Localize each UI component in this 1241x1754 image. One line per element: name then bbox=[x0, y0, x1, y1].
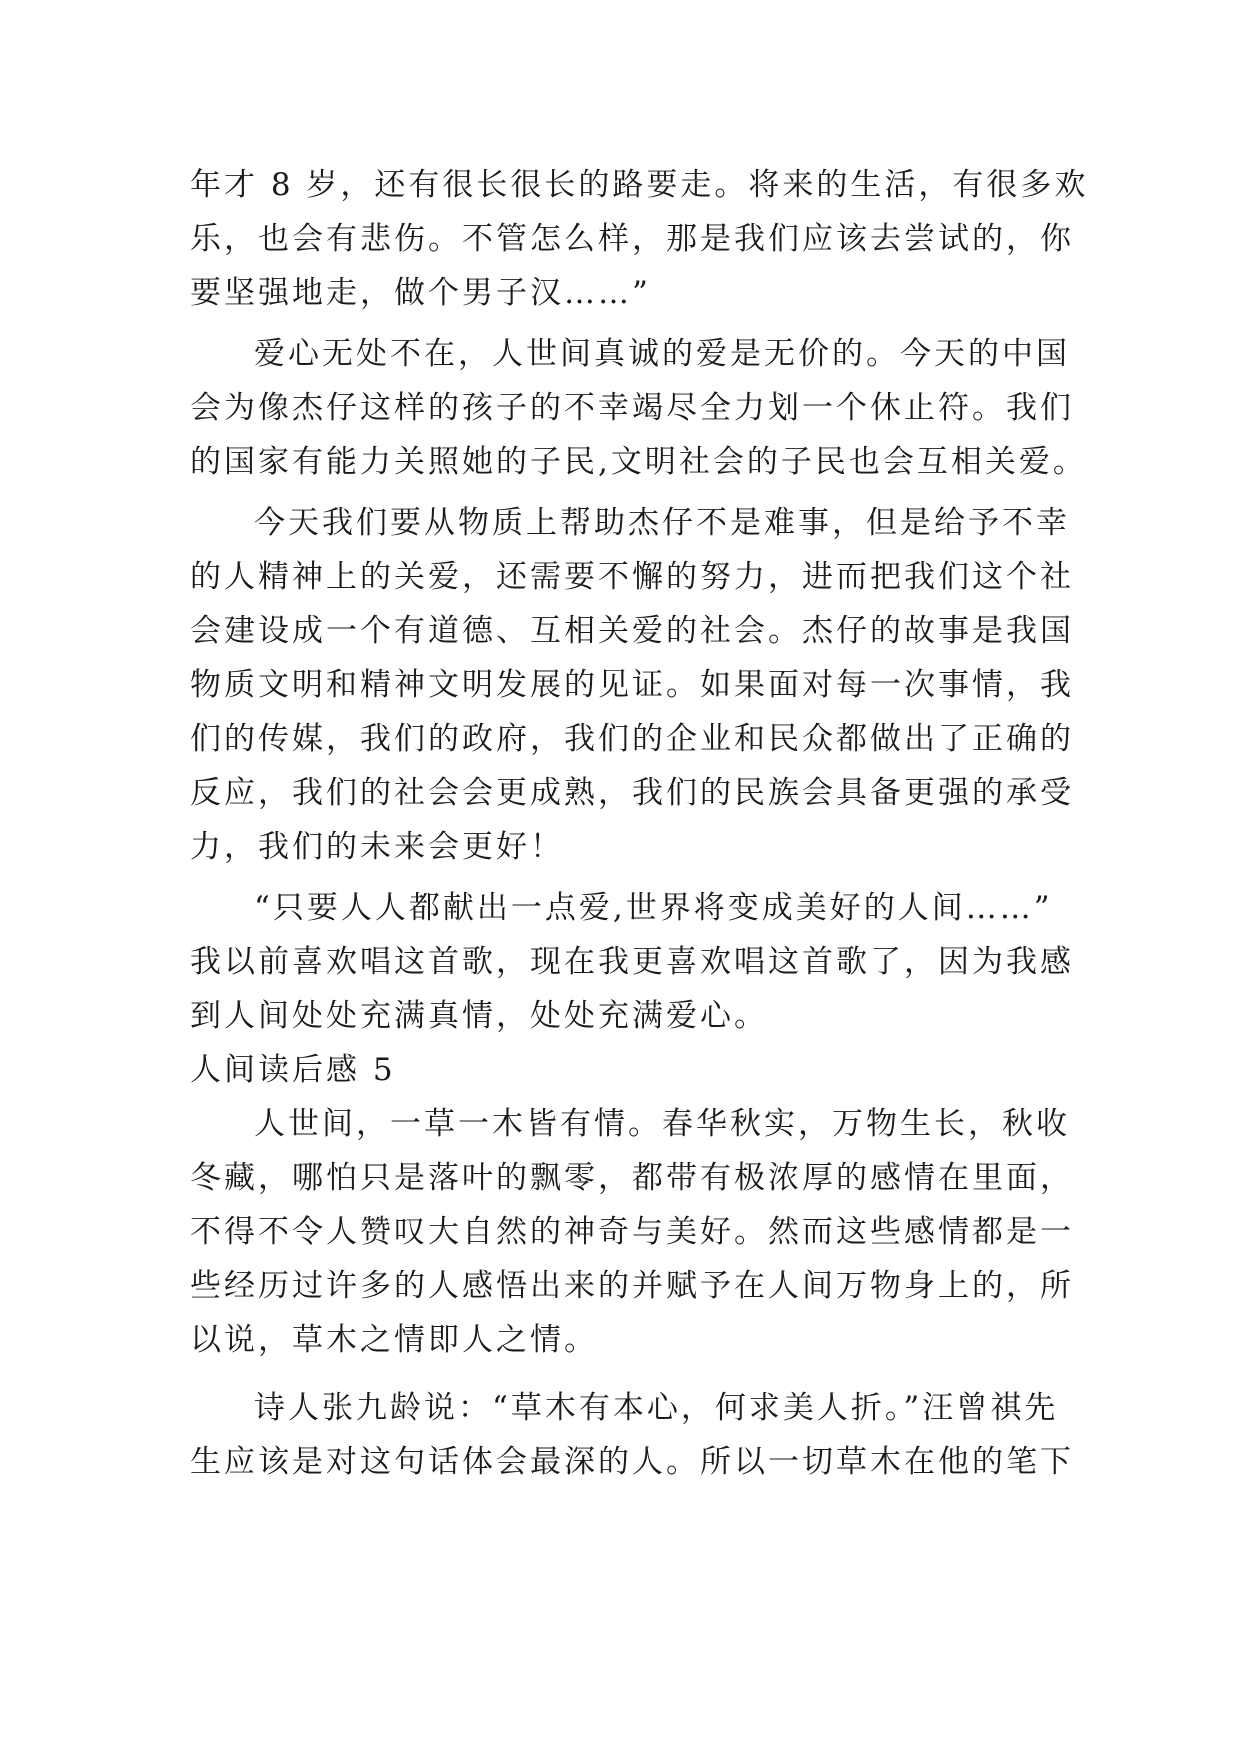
text-line: 的国家有能力关照她的子民,文明社会的子民也会互相关爱。 bbox=[190, 444, 1087, 480]
paragraph-5 bbox=[190, 1097, 1074, 1367]
text-line: 诗人张九龄说：“草木有本心，何求美人折。”汪曾祺先 bbox=[254, 1390, 1059, 1426]
text-line: 爱心无处不在，人世间真诚的爱是无价的。今天的中国 bbox=[254, 336, 1070, 372]
text-line: 我以前喜欢唱这首歌，现在我更喜欢唱这首歌了，因为我感 bbox=[190, 944, 1074, 980]
text-line: 乐，也会有悲伤。不管怎么样，那是我们应该去尝试的，你 bbox=[190, 221, 1074, 257]
text-line: 要坚强地走，做个男子汉……” bbox=[190, 275, 651, 311]
text-line: “只要人人都献出一点爱,世界将变成美好的人间……” bbox=[254, 890, 1053, 926]
text-line: 不得不令人赞叹大自然的神奇与美好。然而这些感情都是一 bbox=[190, 1214, 1074, 1250]
section-heading: 人间读后感 5 bbox=[190, 1052, 396, 1088]
text-line: 力，我们的未来会更好！ bbox=[190, 829, 564, 865]
document-body bbox=[190, 158, 1089, 1489]
text-line: 年才 8 岁，还有很长很长的路要走。将来的生活，有很多欢 bbox=[190, 167, 1089, 203]
text-line: 反应，我们的社会会更成熟，我们的民族会具备更强的承受 bbox=[190, 775, 1074, 811]
paragraph-2 bbox=[190, 327, 1087, 489]
text-line: 物质文明和精神文明发展的见证。如果面对每一次事情，我 bbox=[190, 667, 1074, 703]
paragraph-3 bbox=[190, 496, 1074, 874]
text-line: 些经历过许多的人感悟出来的并赋予在人间万物身上的，所 bbox=[190, 1268, 1074, 1304]
text-line: 们的传媒，我们的政府，我们的企业和民众都做出了正确的 bbox=[190, 721, 1074, 757]
text-line: 人世间，一草一木皆有情。春华秋实，万物生长，秋收 bbox=[254, 1106, 1070, 1142]
text-line: 冬藏，哪怕只是落叶的飘零，都带有极浓厚的感情在里面， bbox=[190, 1160, 1074, 1196]
paragraph-1 bbox=[190, 158, 1089, 320]
text-line: 生应该是对这句话体会最深的人。所以一切草木在他的笔下 bbox=[190, 1444, 1074, 1480]
text-line: 到人间处处充满真情，处处充满爱心。 bbox=[190, 998, 768, 1034]
paragraph-6 bbox=[190, 1381, 1074, 1489]
text-line: 会为像杰仔这样的孩子的不幸竭尽全力划一个休止符。我们 bbox=[190, 390, 1074, 426]
text-line: 的人精神上的关爱，还需要不懈的努力，进而把我们这个社 bbox=[190, 559, 1074, 595]
paragraph-4 bbox=[190, 881, 1074, 1043]
text-line: 今天我们要从物质上帮助杰仔不是难事，但是给予不幸 bbox=[254, 505, 1070, 541]
text-line: 会建设成一个有道德、互相关爱的社会。杰仔的故事是我国 bbox=[190, 613, 1074, 649]
text-line: 以说，草木之情即人之情。 bbox=[190, 1322, 598, 1358]
